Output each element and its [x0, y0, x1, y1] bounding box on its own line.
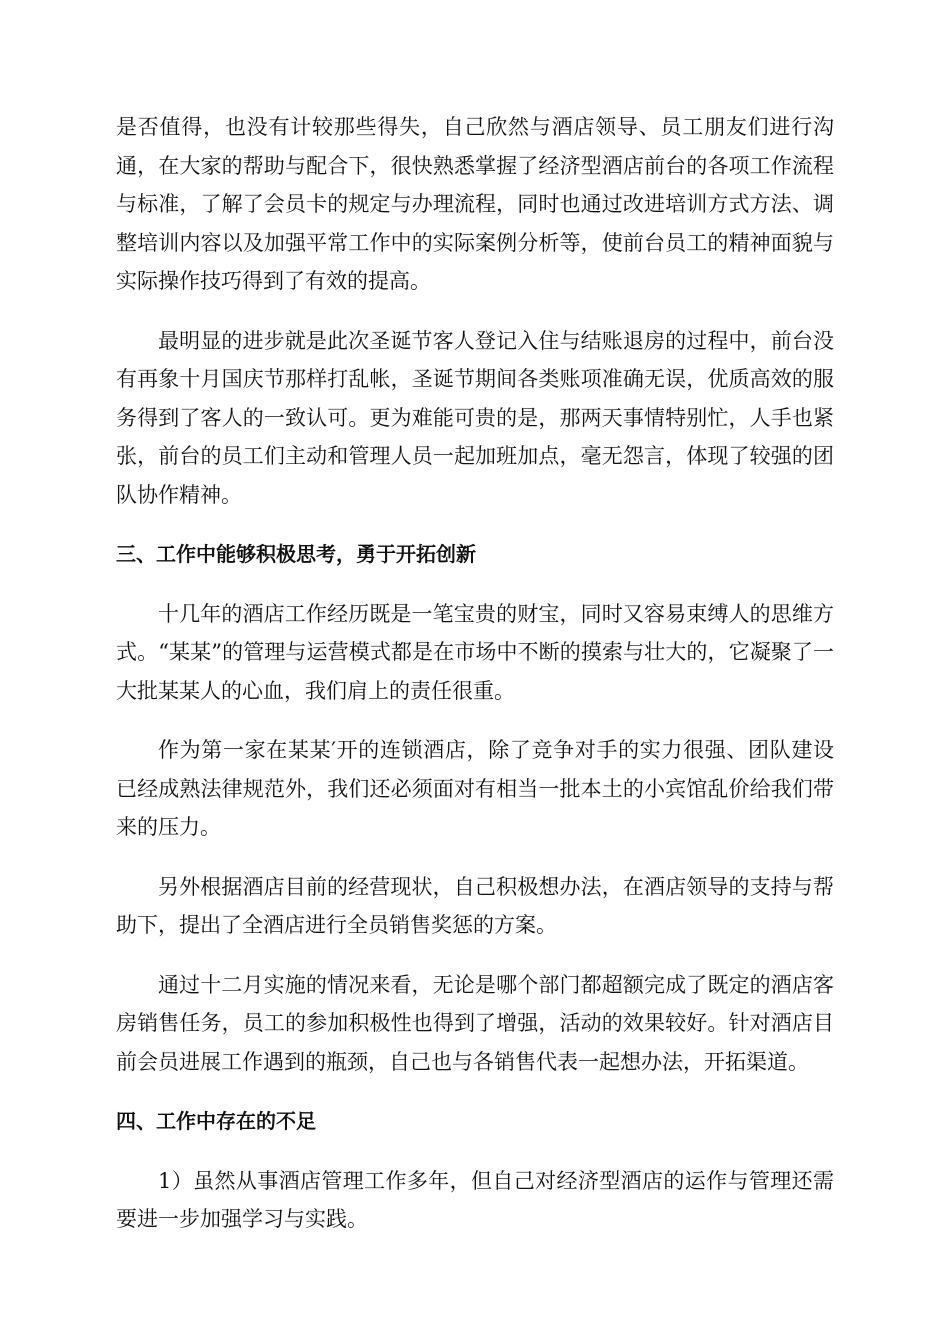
document-body	[116, 108, 834, 1260]
paragraph-7: 1）虽然从事酒店管理工作多年，但自己对经济型酒店的运作与管理还需要进一步加强学习与实践。	[116, 1168, 834, 1231]
paragraph-3: 十几年的酒店工作经历既是一笔宝贵的财宝，同时又容易束缚人的思维方式。“某某”的管理与运营模式都是在市场中不断的摸索与壮大的，它凝聚了一大批某某人的心血，我们肩上的责任很重。	[116, 601, 834, 703]
paragraph-2: 最明显的进步就是此次圣诞节客人登记入住与结账退房的过程中，前台没有再象十月国庆节那样打乱帐，圣诞节期间各类账项准确无误，优质高效的服务得到了客人的一致认可。更为难能可贵的是，那两天事情特别忙，人手也紧张，前台的员工们主动和管理人员一起加班加点，毫无怨言，体现了较强的团队协作精神。	[116, 328, 834, 507]
section-heading-3: 三、工作中能够积极思考，勇于开拓创新	[116, 542, 476, 566]
paragraph-5: 另外根据酒店目前的经营现状，自己积极想办法，在酒店领导的支持与帮助下，提出了全酒店进行全员销售奖惩的方案。	[116, 874, 834, 937]
paragraph-6: 通过十二月实施的情况来看，无论是哪个部门都超额完成了既定的酒店客房销售任务，员工的参加积极性也得到了增强，活动的效果较好。针对酒店目前会员进展工作遇到的瓶颈，自己也与各销售代表一起想办法，开拓渠道。	[116, 972, 834, 1074]
section-heading-4: 四、工作中存在的不足	[116, 1109, 316, 1133]
paragraph-4: 作为第一家在某某′开的连锁酒店，除了竞争对手的实力很强、团队建设已经成熟法律规范外，我们还必须面对有相当一批本土的小宾馆乱价给我们带来的压力。	[116, 738, 834, 839]
paragraph-1: 是否值得，也没有计较那些得失，自己欣然与酒店领导、员工朋友们进行沟通，在大家的帮助与配合下，很快熟悉掌握了经济型酒店前台的各项工作流程与标准，了解了会员卡的规定与办理流程，同时也通过改进培训方式方法、调整培训内容以及加强平常工作中的实际案例分析等，使前台员工的精神面貌与实际操作技巧得到了有效的提高。	[116, 115, 834, 293]
